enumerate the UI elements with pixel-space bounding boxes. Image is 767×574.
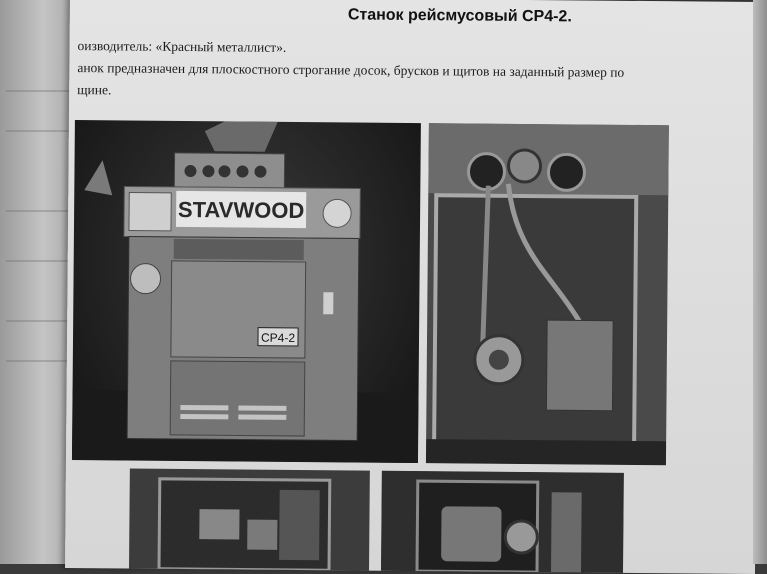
right-page-edge bbox=[753, 0, 767, 564]
manufacturer-line: оизводитель: «Красный металлист». bbox=[77, 38, 287, 55]
electrical-cabinet-photo bbox=[129, 469, 370, 571]
description-line-end: щине. bbox=[77, 82, 112, 98]
machine-front-photo bbox=[72, 120, 421, 463]
document-page bbox=[65, 0, 760, 574]
motor-photo bbox=[381, 471, 624, 573]
brand-label: STAVWOOD bbox=[177, 196, 305, 224]
description-line: анок предназначен для плоскостного строгание досок, брусков и щитов на заданный размер по bbox=[77, 60, 625, 80]
model-label: СР4-2 bbox=[260, 330, 296, 345]
machine-side-open-photo bbox=[426, 123, 669, 465]
page-title: Станок рейсмусовый СР4-2. bbox=[347, 6, 572, 26]
